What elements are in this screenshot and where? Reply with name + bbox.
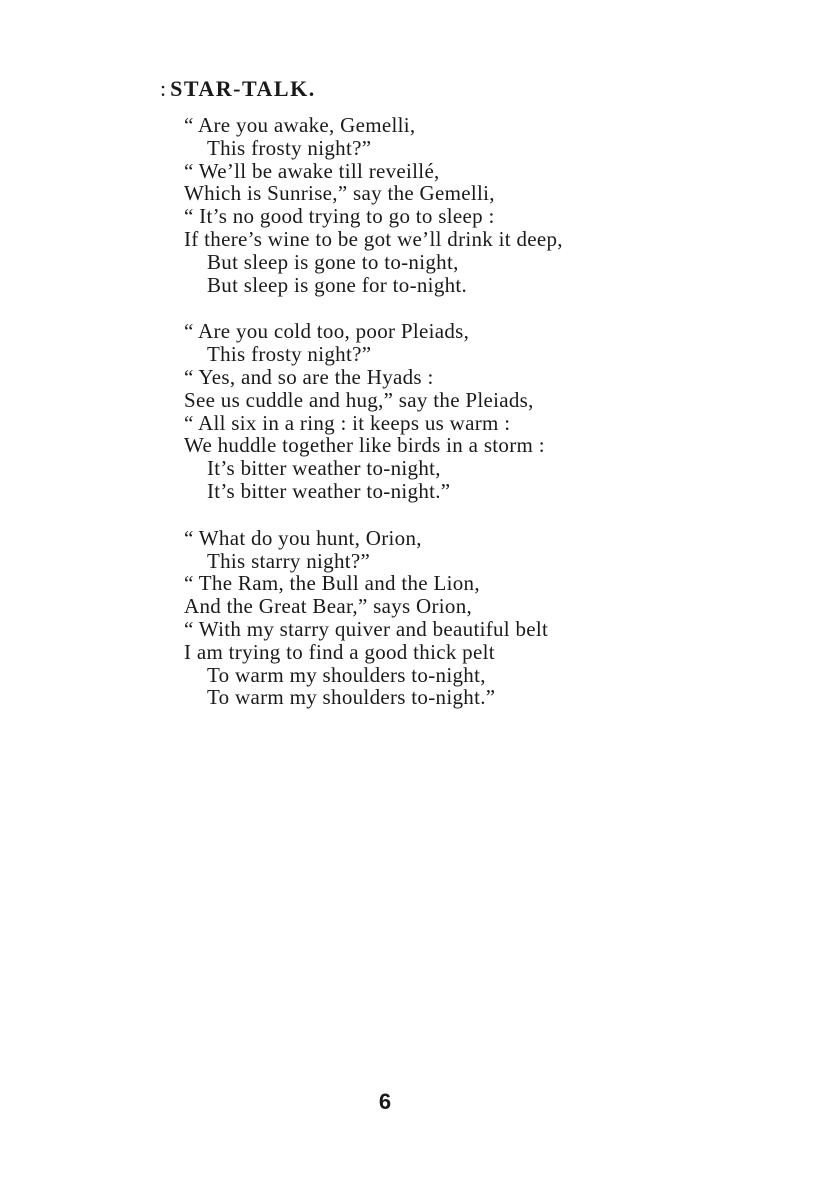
- poem-line: This starry night?”: [207, 548, 371, 573]
- poem-line: This frosty night?”: [207, 342, 372, 367]
- poem-line: We huddle together like birds in a storm :: [184, 433, 545, 458]
- title-mark: :: [160, 76, 167, 101]
- poem-line: “ We’ll be awake till reveillé,: [184, 158, 440, 183]
- poem-line: Which is Sunrise,” say the Gemelli,: [184, 181, 495, 206]
- poem-line: To warm my shoulders to-night,: [207, 662, 486, 687]
- poem-line: “ With my starry quiver and beautiful belt: [184, 616, 549, 641]
- poem-line: If there’s wine to be got we’ll drink it deep,: [184, 226, 563, 251]
- poem-line: This frosty night?”: [207, 135, 372, 160]
- poem-line: “ The Ram, the Bull and the Lion,: [184, 571, 480, 596]
- page-number: 6: [378, 1089, 392, 1114]
- poem-line: It’s bitter weather to-night.”: [207, 478, 451, 503]
- stanza: [184, 527, 724, 709]
- poem-line: See us cuddle and hug,” say the Pleiads,: [184, 387, 534, 412]
- poem-line: I am trying to find a good thick pelt: [184, 639, 495, 664]
- poem-title: [160, 74, 316, 104]
- poem-body: [184, 114, 724, 733]
- title-text: STAR-TALK.: [170, 76, 316, 101]
- poem-line: “ It’s no good trying to go to sleep :: [184, 204, 495, 229]
- poem-line: But sleep is gone to to-night,: [207, 249, 459, 274]
- stanza: [184, 114, 724, 296]
- poem-line: “ Are you cold too, poor Pleiads,: [184, 319, 470, 344]
- poem-line: And the Great Bear,” says Orion,: [184, 594, 473, 619]
- poem-line: “ What do you hunt, Orion,: [184, 525, 422, 550]
- poem-line: “ Are you awake, Gemelli,: [184, 113, 416, 137]
- poem-line: “ All six in a ring : it keeps us warm :: [184, 410, 511, 435]
- poem-line: “ Yes, and so are the Hyads :: [184, 364, 434, 389]
- poem-line: But sleep is gone for to-night.: [207, 272, 468, 297]
- stanza: [184, 320, 724, 502]
- poem-line: To warm my shoulders to-night.”: [207, 685, 496, 710]
- poem-line: It’s bitter weather to-night,: [207, 456, 441, 481]
